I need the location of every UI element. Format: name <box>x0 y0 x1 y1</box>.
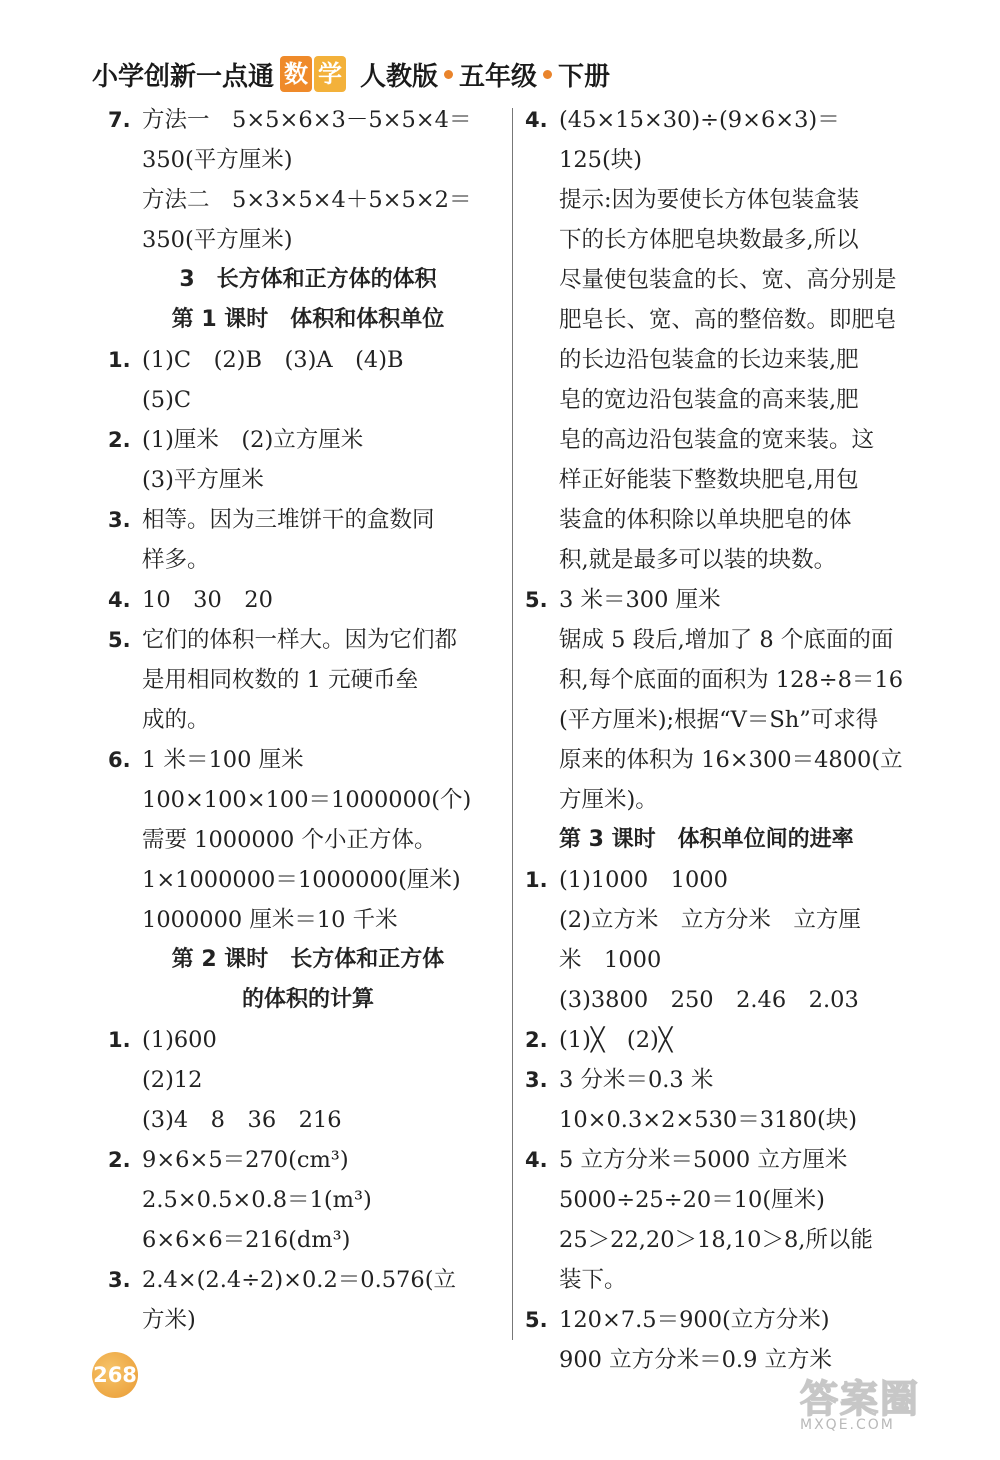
page-number: 268 <box>92 1352 138 1398</box>
answer-item <box>525 860 925 900</box>
answer-continuation: 是用相同枚数的 1 元硬币垒 <box>142 667 419 693</box>
item-text: 2.4×(2.4÷2)×0.2＝0.576(立 <box>142 1267 456 1293</box>
answer-continuation: 1000000 厘米＝10 千米 <box>142 907 398 933</box>
item-number: 5. <box>525 1308 548 1332</box>
answer-continuation: 样多。 <box>142 547 210 573</box>
answer-continuation: 5000÷25÷20＝10(厘米) <box>559 1187 825 1213</box>
edition-label: 人教版 <box>360 61 439 92</box>
item-text: (45×15×30)÷(9×6×3)＝ <box>559 107 840 133</box>
answer-item <box>108 1020 508 1060</box>
section-heading: 的体积的计算 <box>241 987 374 1012</box>
answer-item <box>108 740 508 780</box>
item-text: (1)厘米 (2)立方厘米 <box>142 427 364 453</box>
item-number: 7. <box>108 108 131 132</box>
item-number: 1. <box>525 868 548 892</box>
series-title: 小学创新一点通 <box>92 61 275 92</box>
left-column <box>108 100 508 1340</box>
answer-continuation: 10×0.3×2×530＝3180(块) <box>559 1107 858 1133</box>
answer-continuation: 米 1000 <box>559 947 662 973</box>
item-number: 4. <box>525 108 548 132</box>
answer-continuation: 成的。 <box>142 707 210 733</box>
section-heading: 第 3 课时 体积单位间的进率 <box>559 827 854 852</box>
right-column <box>525 100 925 1380</box>
answer-continuation: 提示:因为要使长方体包装盒装 <box>559 187 860 213</box>
item-number: 5. <box>108 628 131 652</box>
item-number: 4. <box>525 1148 548 1172</box>
answer-continuation: (3)平方厘米 <box>142 467 264 493</box>
item-text: 3 米＝300 厘米 <box>559 587 721 613</box>
answer-item <box>108 620 508 660</box>
answer-item <box>108 420 508 460</box>
answer-item <box>108 580 508 620</box>
answer-continuation: 装盒的体积除以单块肥皂的体 <box>559 507 852 533</box>
item-text: (1)1000 1000 <box>559 867 728 893</box>
item-number: 2. <box>108 428 131 452</box>
answer-continuation: (平方厘米);根据“V＝Sh”可求得 <box>559 707 879 733</box>
answer-continuation: (2)12 <box>142 1067 203 1093</box>
section-heading: 第 1 课时 体积和体积单位 <box>171 307 445 332</box>
column-divider <box>512 108 513 1340</box>
watermark-url: MXQE.COM <box>800 1417 895 1433</box>
answer-item <box>525 1020 925 1060</box>
answer-item <box>525 100 925 140</box>
answer-item <box>108 340 508 380</box>
answer-continuation: (3)4 8 36 216 <box>142 1107 342 1133</box>
answer-item <box>525 580 925 620</box>
item-text: (1)C (2)B (3)A (4)B <box>142 347 404 373</box>
watermark-logo <box>800 1368 970 1448</box>
answer-item <box>108 500 508 540</box>
answer-continuation: 积,就是最多可以装的块数。 <box>559 547 837 573</box>
answer-continuation: 皂的高边沿包装盒的宽来装。这 <box>559 427 875 453</box>
answer-continuation: 原来的体积为 16×300＝4800(立 <box>559 747 903 773</box>
answer-continuation: 皂的宽边沿包装盒的高来装,肥 <box>559 387 859 413</box>
separator-dot-icon <box>543 70 552 79</box>
answer-continuation: (3)3800 250 2.46 2.03 <box>559 987 859 1013</box>
subject-badge-2: 学 <box>314 56 346 92</box>
answer-continuation: 需要 1000000 个小正方体。 <box>142 827 437 853</box>
item-text: 120×7.5＝900(立方分米) <box>559 1307 830 1333</box>
item-number: 3. <box>108 1268 131 1292</box>
item-text: 相等。因为三堆饼干的盒数同 <box>142 507 435 533</box>
section-heading: 3 长方体和正方体的体积 <box>179 267 437 292</box>
item-text: (1)600 <box>142 1027 217 1053</box>
answer-continuation: 100×100×100＝1000000(个) <box>142 787 472 813</box>
item-text: 1 米＝100 厘米 <box>142 747 304 773</box>
item-text: 10 30 20 <box>142 587 273 613</box>
item-number: 3. <box>525 1068 548 1092</box>
answer-continuation: 25＞22,20＞18,10＞8,所以能 <box>559 1227 873 1253</box>
page-header <box>92 52 610 96</box>
answer-continuation: 锯成 5 段后,增加了 8 个底面的面 <box>559 627 894 653</box>
answer-continuation: (2)立方米 立方分米 立方厘 <box>559 907 861 933</box>
answer-continuation: 900 立方分米＝0.9 立方米 <box>559 1347 833 1373</box>
item-text: 它们的体积一样大。因为它们都 <box>142 627 458 653</box>
item-number: 2. <box>525 1028 548 1052</box>
section-heading: 第 2 课时 长方体和正方体 <box>171 947 445 972</box>
item-number: 1. <box>108 1028 131 1052</box>
volume-label: 下册 <box>558 61 611 92</box>
subject-badge-1: 数 <box>280 56 312 92</box>
answer-continuation: 125(块) <box>559 147 643 173</box>
answer-continuation: 350(平方厘米) <box>142 227 293 253</box>
item-number: 4. <box>108 588 131 612</box>
answer-continuation: 350(平方厘米) <box>142 147 293 173</box>
item-text: (1)╳ (2)╳ <box>559 1027 673 1053</box>
answer-item <box>108 1140 508 1180</box>
answer-continuation: 装下。 <box>559 1267 627 1293</box>
item-text: 3 分米＝0.3 米 <box>559 1067 714 1093</box>
item-number: 6. <box>108 748 131 772</box>
answer-continuation: 样正好能装下整数块肥皂,用包 <box>559 467 859 493</box>
item-number: 2. <box>108 1148 131 1172</box>
answer-continuation: 方厘米)。 <box>559 787 658 813</box>
item-number: 5. <box>525 588 548 612</box>
item-text: 9×6×5＝270(cm³) <box>142 1147 349 1173</box>
answer-item <box>525 1300 925 1340</box>
answer-continuation: 2.5×0.5×0.8＝1(m³) <box>142 1187 372 1213</box>
answer-item <box>525 1140 925 1180</box>
answer-continuation: (5)C <box>142 387 192 413</box>
answer-item <box>525 1060 925 1100</box>
answer-continuation: 尽量使包装盒的长、宽、高分别是 <box>559 267 897 293</box>
answer-continuation: 的长边沿包装盒的长边来装,肥 <box>559 347 859 373</box>
answer-continuation: 下的长方体肥皂块数最多,所以 <box>559 227 859 253</box>
answer-continuation: 肥皂长、宽、高的整倍数。即肥皂 <box>559 307 897 333</box>
item-text: 方法一 5×5×6×3－5×5×4＝ <box>142 107 472 133</box>
separator-dot-icon <box>444 70 453 79</box>
item-text: 5 立方分米＝5000 立方厘米 <box>559 1147 848 1173</box>
item-number: 3. <box>108 508 131 532</box>
item-number: 1. <box>108 348 131 372</box>
answer-item <box>108 100 508 140</box>
answer-continuation: 积,每个底面的面积为 128÷8＝16 <box>559 667 904 693</box>
answer-continuation: 方米) <box>142 1307 196 1333</box>
watermark-text: 答案圈 <box>800 1377 921 1421</box>
answer-continuation: 方法二 5×3×5×4＋5×5×2＝ <box>142 187 472 213</box>
answer-item <box>108 1260 508 1300</box>
answer-continuation: 6×6×6＝216(dm³) <box>142 1227 351 1253</box>
answer-continuation: 1×1000000＝1000000(厘米) <box>142 867 461 893</box>
grade-label: 五年级 <box>459 61 538 92</box>
